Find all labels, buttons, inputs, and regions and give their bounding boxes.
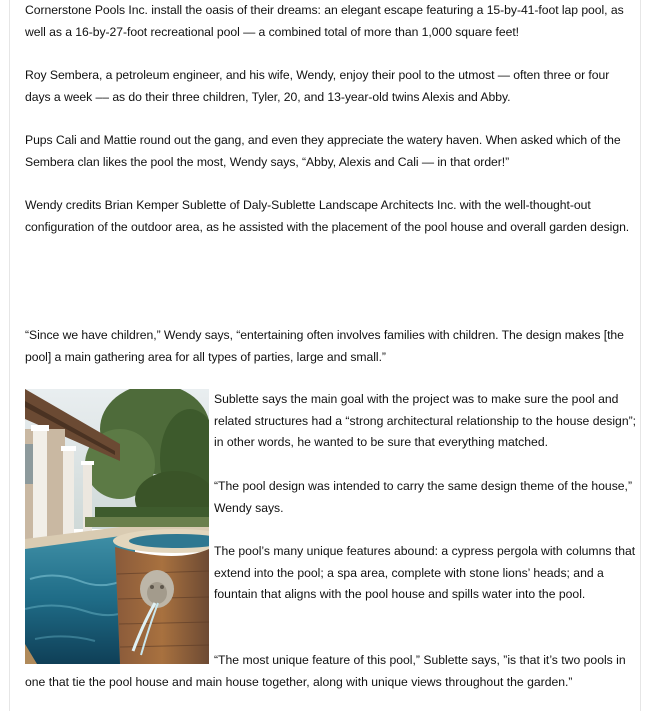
paragraph-unique-feature: “The most unique feature of this pool,” Sublette says, ”is that it’s two pools in one that tie the pool house and main house together, along with unique views throughout the garden.” bbox=[25, 653, 626, 689]
paragraph-family: Roy Sembera, a petroleum engineer, and his wife, Wendy, enjoy their pool to the utmost — often three or four days a week –– as do their three children, Tyler, 20, and 13-year-old twins Alexis and Abby. bbox=[25, 68, 610, 104]
paragraph-quote-children: “Since we have children,” Wendy says, “entertaining often involves families with children. The design makes [the pool] a main gathering area for all types of parties, large and small.” bbox=[25, 328, 624, 364]
paragraph-features: The pool’s many unique features abound: a cypress pergola with columns that extend into the pool; a spa area, complete with stone lions’ heads; and a fountain that aligns with the pool house and spills water into the pool. bbox=[214, 544, 636, 602]
paragraph-intro: Cornerstone Pools Inc. install the oasis of their dreams: an elegant escape featuring a 15-by-41-foot lap pool, as well as a 16-by-27-foot recreational pool — a combined total of more than 1,000 square feet! bbox=[25, 3, 624, 39]
paragraph-sublette-goal: Sublette says the main goal with the project was to make sure the pool and related structures had a “strong architectural relationship to the house design”; in other words, he wanted to be sure that everything matched. bbox=[214, 392, 637, 450]
paragraph-credits: Wendy credits Brian Kemper Sublette of Daly-Sublette Landscape Architects Inc. with the well-thought-out configuration of the outdoor area, as he assisted with the placement of the pool house and overall garden design. bbox=[25, 198, 630, 234]
pool-photo bbox=[25, 389, 209, 664]
paragraph-design-theme: “The pool design was intended to carry the same design theme of the house,” Wendy says. bbox=[214, 479, 633, 515]
paragraph-pups: Pups Cali and Mattie round out the gang, and even they appreciate the watery haven. When asked which of the Sembera clan likes the pool the most, Wendy says, “Abby, Alexis and Cali — in that order!” bbox=[25, 133, 621, 169]
article-page bbox=[9, 0, 641, 711]
